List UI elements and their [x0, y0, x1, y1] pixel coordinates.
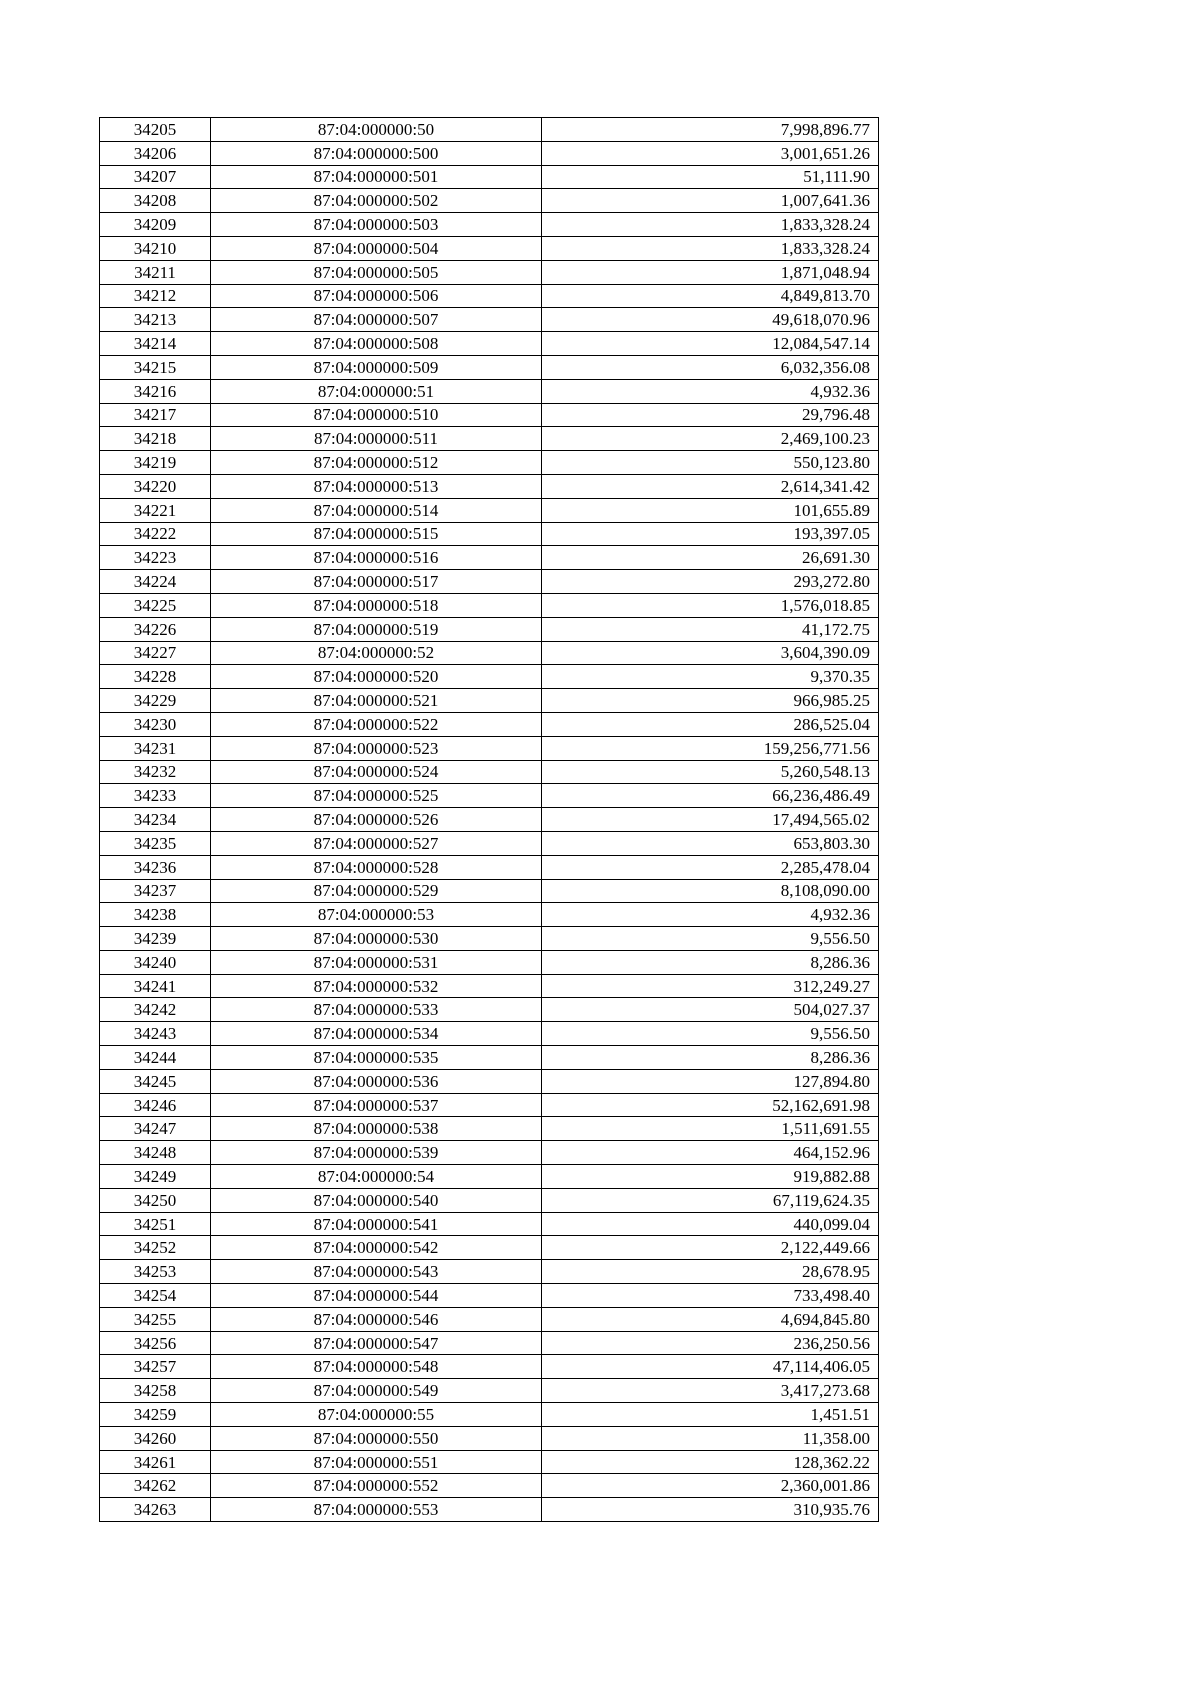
- row-number-cell: 34230: [100, 712, 211, 736]
- table-row: [100, 927, 879, 951]
- table-row: [100, 355, 879, 379]
- table-row: [100, 213, 879, 237]
- cadastral-number-cell: 87:04:000000:510: [211, 403, 542, 427]
- cadastral-value-cell: 67,119,624.35: [542, 1188, 879, 1212]
- row-number-cell: 34239: [100, 927, 211, 951]
- table-row: [100, 855, 879, 879]
- row-number-cell: 34215: [100, 355, 211, 379]
- cadastral-number-cell: 87:04:000000:531: [211, 950, 542, 974]
- row-number-cell: 34220: [100, 474, 211, 498]
- row-number-cell: 34248: [100, 1141, 211, 1165]
- row-number-cell: 34206: [100, 141, 211, 165]
- row-number-cell: 34252: [100, 1236, 211, 1260]
- cadastral-value-cell: 286,525.04: [542, 712, 879, 736]
- cadastral-number-cell: 87:04:000000:508: [211, 332, 542, 356]
- cadastral-number-cell: 87:04:000000:540: [211, 1188, 542, 1212]
- cadastral-number-cell: 87:04:000000:551: [211, 1450, 542, 1474]
- cadastral-value-cell: 8,108,090.00: [542, 879, 879, 903]
- table-row: [100, 617, 879, 641]
- table-row: [100, 1331, 879, 1355]
- table-row: [100, 451, 879, 475]
- table-row: [100, 665, 879, 689]
- cadastral-number-cell: 87:04:000000:532: [211, 974, 542, 998]
- row-number-cell: 34238: [100, 903, 211, 927]
- row-number-cell: 34256: [100, 1331, 211, 1355]
- cadastral-number-cell: 87:04:000000:544: [211, 1284, 542, 1308]
- row-number-cell: 34211: [100, 260, 211, 284]
- table-row: [100, 118, 879, 142]
- cadastral-value-cell: 66,236,486.49: [542, 784, 879, 808]
- row-number-cell: 34217: [100, 403, 211, 427]
- cadastral-number-cell: 87:04:000000:51: [211, 379, 542, 403]
- table-row: [100, 379, 879, 403]
- cadastral-value-cell: 919,882.88: [542, 1165, 879, 1189]
- table-row: [100, 1117, 879, 1141]
- cadastral-number-cell: 87:04:000000:530: [211, 927, 542, 951]
- cadastral-value-cell: 550,123.80: [542, 451, 879, 475]
- cadastral-value-cell: 1,007,641.36: [542, 189, 879, 213]
- cadastral-number-cell: 87:04:000000:501: [211, 165, 542, 189]
- cadastral-number-cell: 87:04:000000:548: [211, 1355, 542, 1379]
- cadastral-value-cell: 9,556.50: [542, 1022, 879, 1046]
- cadastral-number-cell: 87:04:000000:512: [211, 451, 542, 475]
- cadastral-number-cell: 87:04:000000:523: [211, 736, 542, 760]
- table-row: [100, 974, 879, 998]
- row-number-cell: 34260: [100, 1426, 211, 1450]
- cadastral-value-cell: 310,935.76: [542, 1498, 879, 1522]
- table-row: [100, 546, 879, 570]
- table-row: [100, 1426, 879, 1450]
- table-row: [100, 879, 879, 903]
- cadastral-value-cell: 49,618,070.96: [542, 308, 879, 332]
- cadastral-number-cell: 87:04:000000:536: [211, 1069, 542, 1093]
- table-row: [100, 1046, 879, 1070]
- row-number-cell: 34261: [100, 1450, 211, 1474]
- cadastral-value-cell: 41,172.75: [542, 617, 879, 641]
- table-row: [100, 260, 879, 284]
- cadastral-value-cell: 6,032,356.08: [542, 355, 879, 379]
- table-row: [100, 498, 879, 522]
- cadastral-number-cell: 87:04:000000:53: [211, 903, 542, 927]
- cadastral-value-cell: 12,084,547.14: [542, 332, 879, 356]
- table-row: [100, 284, 879, 308]
- cadastral-number-cell: 87:04:000000:504: [211, 236, 542, 260]
- row-number-cell: 34212: [100, 284, 211, 308]
- table-row: [100, 474, 879, 498]
- cadastral-value-cell: 440,099.04: [542, 1212, 879, 1236]
- cadastral-value-cell: 127,894.80: [542, 1069, 879, 1093]
- cadastral-number-cell: 87:04:000000:513: [211, 474, 542, 498]
- table-row: [100, 784, 879, 808]
- table-row: [100, 165, 879, 189]
- cadastral-number-cell: 87:04:000000:521: [211, 689, 542, 713]
- cadastral-value-cell: 29,796.48: [542, 403, 879, 427]
- cadastral-number-cell: 87:04:000000:537: [211, 1093, 542, 1117]
- cadastral-number-cell: 87:04:000000:50: [211, 118, 542, 142]
- table-row: [100, 808, 879, 832]
- cadastral-value-cell: 2,285,478.04: [542, 855, 879, 879]
- row-number-cell: 34262: [100, 1474, 211, 1498]
- cadastral-number-cell: 87:04:000000:538: [211, 1117, 542, 1141]
- table-body: [100, 118, 879, 1522]
- row-number-cell: 34241: [100, 974, 211, 998]
- cadastral-value-cell: 236,250.56: [542, 1331, 879, 1355]
- cadastral-number-cell: 87:04:000000:528: [211, 855, 542, 879]
- table-row: [100, 689, 879, 713]
- row-number-cell: 34237: [100, 879, 211, 903]
- table-row: [100, 998, 879, 1022]
- row-number-cell: 34245: [100, 1069, 211, 1093]
- row-number-cell: 34226: [100, 617, 211, 641]
- row-number-cell: 34223: [100, 546, 211, 570]
- table-row: [100, 641, 879, 665]
- table-row: [100, 332, 879, 356]
- row-number-cell: 34242: [100, 998, 211, 1022]
- cadastral-number-cell: 87:04:000000:55: [211, 1403, 542, 1427]
- row-number-cell: 34257: [100, 1355, 211, 1379]
- cadastral-value-cell: 128,362.22: [542, 1450, 879, 1474]
- row-number-cell: 34219: [100, 451, 211, 475]
- cadastral-number-cell: 87:04:000000:534: [211, 1022, 542, 1046]
- cadastral-number-cell: 87:04:000000:547: [211, 1331, 542, 1355]
- table-row: [100, 1165, 879, 1189]
- cadastral-value-cell: 9,370.35: [542, 665, 879, 689]
- cadastral-value-cell: 293,272.80: [542, 570, 879, 594]
- table-row: [100, 141, 879, 165]
- table-row: [100, 1022, 879, 1046]
- row-number-cell: 34253: [100, 1260, 211, 1284]
- cadastral-value-cell: 653,803.30: [542, 831, 879, 855]
- cadastral-value-cell: 4,932.36: [542, 379, 879, 403]
- row-number-cell: 34259: [100, 1403, 211, 1427]
- cadastral-number-cell: 87:04:000000:524: [211, 760, 542, 784]
- table-row: [100, 1307, 879, 1331]
- table-row: [100, 903, 879, 927]
- cadastral-number-cell: 87:04:000000:517: [211, 570, 542, 594]
- cadastral-value-cell: 3,604,390.09: [542, 641, 879, 665]
- cadastral-number-cell: 87:04:000000:549: [211, 1379, 542, 1403]
- table-row: [100, 1093, 879, 1117]
- table-row: [100, 1236, 879, 1260]
- cadastral-number-cell: 87:04:000000:503: [211, 213, 542, 237]
- table-row: [100, 570, 879, 594]
- table-row: [100, 831, 879, 855]
- cadastral-value-cell: 17,494,565.02: [542, 808, 879, 832]
- cadastral-number-cell: 87:04:000000:511: [211, 427, 542, 451]
- table-row: [100, 1379, 879, 1403]
- cadastral-number-cell: 87:04:000000:552: [211, 1474, 542, 1498]
- row-number-cell: 34254: [100, 1284, 211, 1308]
- table-row: [100, 1212, 879, 1236]
- cadastral-value-cell: 312,249.27: [542, 974, 879, 998]
- cadastral-value-cell: 26,691.30: [542, 546, 879, 570]
- table-row: [100, 1141, 879, 1165]
- row-number-cell: 34234: [100, 808, 211, 832]
- table-row: [100, 522, 879, 546]
- cadastral-number-cell: 87:04:000000:518: [211, 593, 542, 617]
- table-row: [100, 1498, 879, 1522]
- table-row: [100, 736, 879, 760]
- row-number-cell: 34231: [100, 736, 211, 760]
- table-row: [100, 189, 879, 213]
- cadastral-number-cell: 87:04:000000:542: [211, 1236, 542, 1260]
- table-row: [100, 427, 879, 451]
- table-row: [100, 1260, 879, 1284]
- cadastral-value-cell: 2,122,449.66: [542, 1236, 879, 1260]
- cadastral-value-cell: 11,358.00: [542, 1426, 879, 1450]
- cadastral-value-cell: 101,655.89: [542, 498, 879, 522]
- table-row: [100, 1284, 879, 1308]
- cadastral-value-cell: 2,614,341.42: [542, 474, 879, 498]
- cadastral-number-cell: 87:04:000000:543: [211, 1260, 542, 1284]
- row-number-cell: 34249: [100, 1165, 211, 1189]
- table-row: [100, 1474, 879, 1498]
- row-number-cell: 34250: [100, 1188, 211, 1212]
- cadastral-value-cell: 8,286.36: [542, 1046, 879, 1070]
- cadastral-value-cell: 3,001,651.26: [542, 141, 879, 165]
- cadastral-value-cell: 4,694,845.80: [542, 1307, 879, 1331]
- cadastral-number-cell: 87:04:000000:526: [211, 808, 542, 832]
- row-number-cell: 34221: [100, 498, 211, 522]
- cadastral-value-cell: 9,556.50: [542, 927, 879, 951]
- row-number-cell: 34232: [100, 760, 211, 784]
- row-number-cell: 34236: [100, 855, 211, 879]
- cadastral-value-cell: 2,360,001.86: [542, 1474, 879, 1498]
- cadastral-number-cell: 87:04:000000:520: [211, 665, 542, 689]
- cadastral-value-cell: 1,833,328.24: [542, 236, 879, 260]
- cadastral-value-cell: 7,998,896.77: [542, 118, 879, 142]
- cadastral-number-cell: 87:04:000000:522: [211, 712, 542, 736]
- row-number-cell: 34222: [100, 522, 211, 546]
- row-number-cell: 34255: [100, 1307, 211, 1331]
- cadastral-number-cell: 87:04:000000:506: [211, 284, 542, 308]
- cadastral-value-cell: 733,498.40: [542, 1284, 879, 1308]
- cadastral-value-cell: 4,932.36: [542, 903, 879, 927]
- row-number-cell: 34258: [100, 1379, 211, 1403]
- cadastral-value-cell: 504,027.37: [542, 998, 879, 1022]
- row-number-cell: 34227: [100, 641, 211, 665]
- row-number-cell: 34235: [100, 831, 211, 855]
- table-row: [100, 403, 879, 427]
- row-number-cell: 34208: [100, 189, 211, 213]
- cadastral-value-cell: 1,871,048.94: [542, 260, 879, 284]
- cadastral-number-cell: 87:04:000000:527: [211, 831, 542, 855]
- cadastral-value-cell: 8,286.36: [542, 950, 879, 974]
- row-number-cell: 34244: [100, 1046, 211, 1070]
- cadastral-value-cell: 52,162,691.98: [542, 1093, 879, 1117]
- row-number-cell: 34229: [100, 689, 211, 713]
- cadastral-number-cell: 87:04:000000:533: [211, 998, 542, 1022]
- cadastral-number-cell: 87:04:000000:516: [211, 546, 542, 570]
- cadastral-value-cell: 966,985.25: [542, 689, 879, 713]
- table-row: [100, 308, 879, 332]
- row-number-cell: 34224: [100, 570, 211, 594]
- cadastral-number-cell: 87:04:000000:54: [211, 1165, 542, 1189]
- cadastral-number-cell: 87:04:000000:502: [211, 189, 542, 213]
- cadastral-number-cell: 87:04:000000:519: [211, 617, 542, 641]
- row-number-cell: 34233: [100, 784, 211, 808]
- row-number-cell: 34247: [100, 1117, 211, 1141]
- cadastral-number-cell: 87:04:000000:52: [211, 641, 542, 665]
- row-number-cell: 34218: [100, 427, 211, 451]
- table-row: [100, 1188, 879, 1212]
- row-number-cell: 34209: [100, 213, 211, 237]
- row-number-cell: 34251: [100, 1212, 211, 1236]
- row-number-cell: 34243: [100, 1022, 211, 1046]
- table-row: [100, 1355, 879, 1379]
- row-number-cell: 34207: [100, 165, 211, 189]
- table-row: [100, 593, 879, 617]
- cadastral-value-cell: 2,469,100.23: [542, 427, 879, 451]
- row-number-cell: 34225: [100, 593, 211, 617]
- table-row: [100, 236, 879, 260]
- table-row: [100, 712, 879, 736]
- cadastral-number-cell: 87:04:000000:541: [211, 1212, 542, 1236]
- cadastral-value-cell: 1,511,691.55: [542, 1117, 879, 1141]
- row-number-cell: 34213: [100, 308, 211, 332]
- table-row: [100, 950, 879, 974]
- row-number-cell: 34240: [100, 950, 211, 974]
- cadastral-number-cell: 87:04:000000:535: [211, 1046, 542, 1070]
- cadastral-number-cell: 87:04:000000:507: [211, 308, 542, 332]
- cadastral-value-table: [99, 117, 879, 1522]
- cadastral-value-cell: 1,451.51: [542, 1403, 879, 1427]
- cadastral-number-cell: 87:04:000000:509: [211, 355, 542, 379]
- cadastral-value-cell: 5,260,548.13: [542, 760, 879, 784]
- cadastral-value-cell: 47,114,406.05: [542, 1355, 879, 1379]
- row-number-cell: 34216: [100, 379, 211, 403]
- row-number-cell: 34228: [100, 665, 211, 689]
- cadastral-number-cell: 87:04:000000:514: [211, 498, 542, 522]
- cadastral-value-cell: 464,152.96: [542, 1141, 879, 1165]
- row-number-cell: 34246: [100, 1093, 211, 1117]
- cadastral-value-cell: 51,111.90: [542, 165, 879, 189]
- cadastral-value-cell: 3,417,273.68: [542, 1379, 879, 1403]
- row-number-cell: 34214: [100, 332, 211, 356]
- cadastral-number-cell: 87:04:000000:505: [211, 260, 542, 284]
- cadastral-number-cell: 87:04:000000:529: [211, 879, 542, 903]
- cadastral-number-cell: 87:04:000000:553: [211, 1498, 542, 1522]
- row-number-cell: 34205: [100, 118, 211, 142]
- row-number-cell: 34210: [100, 236, 211, 260]
- cadastral-number-cell: 87:04:000000:515: [211, 522, 542, 546]
- cadastral-value-cell: 28,678.95: [542, 1260, 879, 1284]
- cadastral-value-cell: 1,576,018.85: [542, 593, 879, 617]
- cadastral-value-cell: 4,849,813.70: [542, 284, 879, 308]
- table-row: [100, 1450, 879, 1474]
- table-row: [100, 1069, 879, 1093]
- cadastral-number-cell: 87:04:000000:539: [211, 1141, 542, 1165]
- cadastral-value-cell: 1,833,328.24: [542, 213, 879, 237]
- table-row: [100, 1403, 879, 1427]
- cadastral-value-cell: 193,397.05: [542, 522, 879, 546]
- table-row: [100, 760, 879, 784]
- cadastral-number-cell: 87:04:000000:550: [211, 1426, 542, 1450]
- cadastral-number-cell: 87:04:000000:546: [211, 1307, 542, 1331]
- cadastral-number-cell: 87:04:000000:500: [211, 141, 542, 165]
- cadastral-value-cell: 159,256,771.56: [542, 736, 879, 760]
- row-number-cell: 34263: [100, 1498, 211, 1522]
- cadastral-number-cell: 87:04:000000:525: [211, 784, 542, 808]
